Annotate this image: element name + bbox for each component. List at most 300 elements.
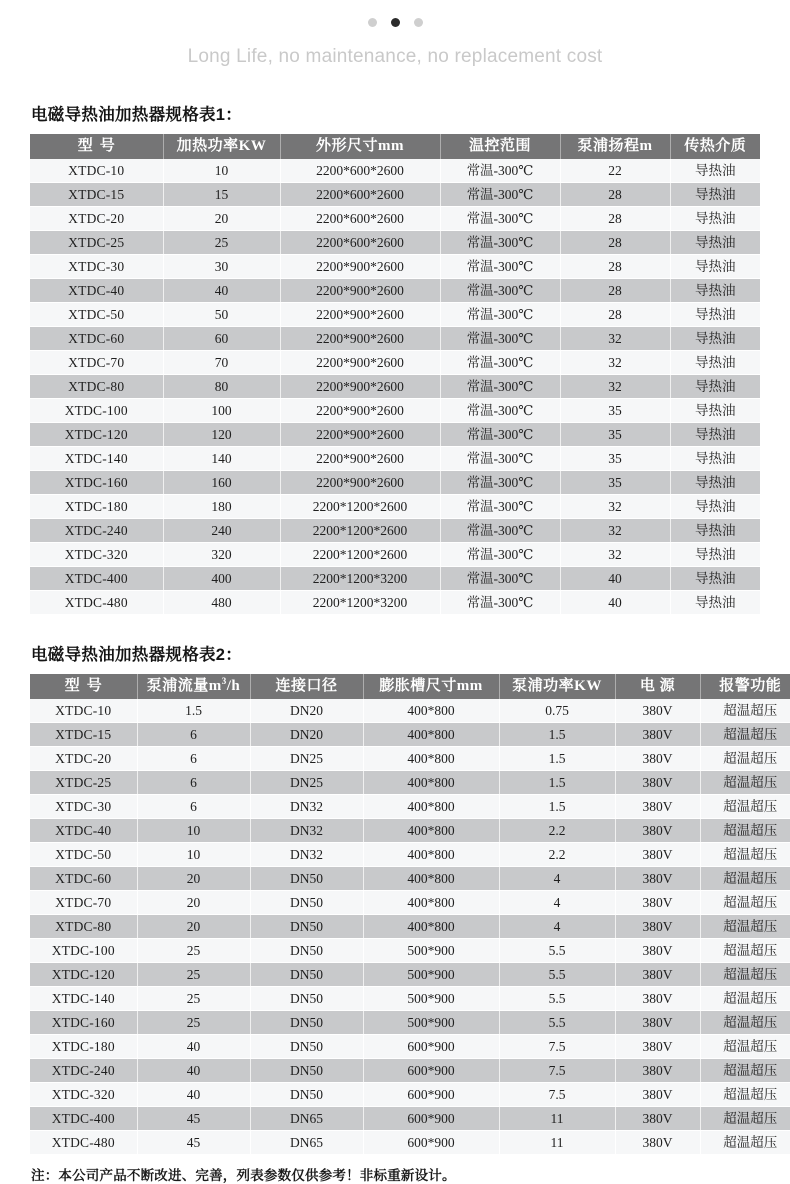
spec-table-2 xyxy=(30,674,790,1155)
table-cell: 380V xyxy=(615,891,700,915)
table-cell: 1.5 xyxy=(499,795,615,819)
cell-model: XTDC-400 xyxy=(30,1107,137,1131)
table-cell: DN65 xyxy=(250,1107,363,1131)
table-cell: 6 xyxy=(137,723,250,747)
table-cell: 35 xyxy=(560,399,670,423)
table-cell: 380V xyxy=(615,963,700,987)
table-cell: 400*800 xyxy=(363,843,499,867)
cell-model: XTDC-10 xyxy=(30,159,163,183)
table-row xyxy=(30,939,790,963)
table-cell: 6 xyxy=(137,747,250,771)
table-cell: 2200*1200*3200 xyxy=(280,591,440,615)
table-cell: 15 xyxy=(163,183,280,207)
table-cell: 0.75 xyxy=(499,699,615,723)
table-body xyxy=(30,159,760,615)
table-cell: 10 xyxy=(137,819,250,843)
table-cell: 2200*900*2600 xyxy=(280,375,440,399)
spec1-header-2: 外形尺寸mm xyxy=(280,134,440,159)
table-row xyxy=(30,399,760,423)
cell-model: XTDC-50 xyxy=(30,303,163,327)
table-row xyxy=(30,867,790,891)
cell-model: XTDC-40 xyxy=(30,279,163,303)
cell-model: XTDC-240 xyxy=(30,519,163,543)
spec2-header-4: 泵浦功率KW xyxy=(499,674,615,699)
table-cell: 1.5 xyxy=(137,699,250,723)
table-cell: 380V xyxy=(615,1059,700,1083)
table-cell: 380V xyxy=(615,795,700,819)
table-cell: 常温-300℃ xyxy=(440,279,560,303)
spec2-header-0: 型号 xyxy=(30,674,137,699)
table-cell: 超温超压 xyxy=(700,1083,790,1107)
table-cell: 7.5 xyxy=(499,1035,615,1059)
spec1-header-0: 型号 xyxy=(30,134,163,159)
cell-model: XTDC-50 xyxy=(30,843,137,867)
table-cell: DN32 xyxy=(250,843,363,867)
table-cell: DN50 xyxy=(250,1083,363,1107)
spec-table-2-title: 电磁导热油加热器规格表2： xyxy=(31,646,243,664)
table-cell: 40 xyxy=(137,1035,250,1059)
table-cell: 20 xyxy=(137,867,250,891)
cell-model: XTDC-80 xyxy=(30,915,137,939)
table-cell: 35 xyxy=(560,471,670,495)
table-row xyxy=(30,843,790,867)
cell-model: XTDC-25 xyxy=(30,231,163,255)
table-row xyxy=(30,207,760,231)
table-cell: 40 xyxy=(560,591,670,615)
table-row xyxy=(30,567,760,591)
spec2-header-5: 电 源 xyxy=(615,674,700,699)
table-cell: DN25 xyxy=(250,747,363,771)
table-cell: 35 xyxy=(560,423,670,447)
table-cell: 32 xyxy=(560,495,670,519)
table-row xyxy=(30,723,790,747)
table-row xyxy=(30,327,760,351)
table-cell: 2200*1200*2600 xyxy=(280,519,440,543)
cell-model: XTDC-140 xyxy=(30,447,163,471)
table-cell: 导热油 xyxy=(670,231,760,255)
table-row xyxy=(30,1011,790,1035)
table-cell: 400 xyxy=(163,567,280,591)
cell-model: XTDC-40 xyxy=(30,819,137,843)
table-cell: DN50 xyxy=(250,1011,363,1035)
table-cell: 40 xyxy=(560,567,670,591)
table-cell: 2200*600*2600 xyxy=(280,231,440,255)
cell-model: XTDC-60 xyxy=(30,327,163,351)
table-cell: 常温-300℃ xyxy=(440,207,560,231)
table-cell: 超温超压 xyxy=(700,915,790,939)
table-cell: 11 xyxy=(499,1107,615,1131)
table-cell: DN32 xyxy=(250,819,363,843)
table-cell: 32 xyxy=(560,375,670,399)
table-cell: 超温超压 xyxy=(700,747,790,771)
table-cell: 240 xyxy=(163,519,280,543)
table-cell: 4 xyxy=(499,891,615,915)
table-row xyxy=(30,159,760,183)
table-cell: 380V xyxy=(615,1035,700,1059)
table-cell: 28 xyxy=(560,207,670,231)
cell-model: XTDC-20 xyxy=(30,207,163,231)
cell-model: XTDC-320 xyxy=(30,543,163,567)
table-cell: 380V xyxy=(615,915,700,939)
table-cell: 超温超压 xyxy=(700,987,790,1011)
table-cell: 导热油 xyxy=(670,351,760,375)
spec2-header-1: 泵浦流量$m^3/h$ xyxy=(137,674,250,699)
table-cell: 28 xyxy=(560,303,670,327)
table-cell: 5.5 xyxy=(499,987,615,1011)
table-cell: 40 xyxy=(137,1083,250,1107)
table-row xyxy=(30,699,790,723)
table-cell: DN50 xyxy=(250,1059,363,1083)
table-cell: 45 xyxy=(137,1107,250,1131)
table-cell: 600*900 xyxy=(363,1083,499,1107)
table-cell: 40 xyxy=(137,1059,250,1083)
table-cell: 常温-300℃ xyxy=(440,423,560,447)
spec1-header-1: 加热功率KW xyxy=(163,134,280,159)
table-cell: 超温超压 xyxy=(700,939,790,963)
table-cell: 400*800 xyxy=(363,771,499,795)
table-header-row xyxy=(30,134,760,159)
table-cell: 32 xyxy=(560,351,670,375)
table-cell: 超温超压 xyxy=(700,1107,790,1131)
table-cell: 380V xyxy=(615,771,700,795)
table-cell: 7.5 xyxy=(499,1083,615,1107)
table-header-row xyxy=(30,674,790,699)
cell-model: XTDC-120 xyxy=(30,963,137,987)
cell-model: XTDC-320 xyxy=(30,1083,137,1107)
table-cell: 超温超压 xyxy=(700,963,790,987)
table-cell: 超温超压 xyxy=(700,1131,790,1155)
table-cell: 5.5 xyxy=(499,963,615,987)
table-cell: 480 xyxy=(163,591,280,615)
table-row xyxy=(30,423,760,447)
table-row xyxy=(30,255,760,279)
table-cell: 导热油 xyxy=(670,327,760,351)
table-cell: 28 xyxy=(560,183,670,207)
table-cell: 1.5 xyxy=(499,771,615,795)
table-cell: 500*900 xyxy=(363,963,499,987)
table-cell: 600*900 xyxy=(363,1107,499,1131)
carousel-dot[interactable] xyxy=(368,18,377,27)
cell-model: XTDC-160 xyxy=(30,1011,137,1035)
cell-model: XTDC-240 xyxy=(30,1059,137,1083)
table-row xyxy=(30,963,790,987)
table-cell: DN20 xyxy=(250,723,363,747)
table-cell: 超温超压 xyxy=(700,723,790,747)
table-cell: 28 xyxy=(560,231,670,255)
spec-table-1 xyxy=(30,134,760,615)
table-cell: 常温-300℃ xyxy=(440,399,560,423)
tagline-text: Long Life, no maintenance, no replacement cost xyxy=(187,46,603,67)
table-cell: 导热油 xyxy=(670,543,760,567)
table-cell: 导热油 xyxy=(670,207,760,231)
table-row xyxy=(30,771,790,795)
table-cell: 6 xyxy=(137,771,250,795)
footnote: 注：本公司产品不断改进、完善，列表参数仅供参考！非标重新设计。 xyxy=(31,1168,456,1183)
table-cell: 380V xyxy=(615,867,700,891)
table-cell: 2.2 xyxy=(499,843,615,867)
table-row xyxy=(30,471,760,495)
cell-model: XTDC-400 xyxy=(30,567,163,591)
table-row xyxy=(30,543,760,567)
table-row xyxy=(30,1059,790,1083)
table-cell: 7.5 xyxy=(499,1059,615,1083)
table-cell: 50 xyxy=(163,303,280,327)
cell-model: XTDC-80 xyxy=(30,375,163,399)
cell-model: XTDC-20 xyxy=(30,747,137,771)
table-cell: 常温-300℃ xyxy=(440,519,560,543)
table-cell: 400*800 xyxy=(363,915,499,939)
table-cell: 常温-300℃ xyxy=(440,375,560,399)
table-cell: 超温超压 xyxy=(700,1035,790,1059)
table-cell: DN25 xyxy=(250,771,363,795)
table-row xyxy=(30,351,760,375)
table-cell: 导热油 xyxy=(670,303,760,327)
table-cell: 380V xyxy=(615,939,700,963)
table-cell: 常温-300℃ xyxy=(440,159,560,183)
table-cell: 22 xyxy=(560,159,670,183)
table-cell: DN50 xyxy=(250,987,363,1011)
table-cell: 4 xyxy=(499,915,615,939)
spec2-header-2: 连接口径 xyxy=(250,674,363,699)
table-cell: 32 xyxy=(560,543,670,567)
spec1-header-3: 温控范围 xyxy=(440,134,560,159)
table-cell: 28 xyxy=(560,279,670,303)
table-cell: 10 xyxy=(163,159,280,183)
table-row xyxy=(30,591,760,615)
table-cell: 400*800 xyxy=(363,819,499,843)
cell-model: XTDC-480 xyxy=(30,1131,137,1155)
table-cell: 2200*900*2600 xyxy=(280,399,440,423)
table-cell: 32 xyxy=(560,519,670,543)
table-cell: DN32 xyxy=(250,795,363,819)
cell-model: XTDC-100 xyxy=(30,939,137,963)
table-cell: 导热油 xyxy=(670,591,760,615)
spec-section-2 xyxy=(0,641,790,1184)
cell-model: XTDC-160 xyxy=(30,471,163,495)
table-cell: 320 xyxy=(163,543,280,567)
carousel-dots xyxy=(0,0,790,44)
table-row xyxy=(30,987,790,1011)
cell-model: XTDC-15 xyxy=(30,723,137,747)
table-row xyxy=(30,1131,790,1155)
table-cell: 2200*600*2600 xyxy=(280,183,440,207)
table-row xyxy=(30,183,760,207)
table-row xyxy=(30,891,790,915)
table-cell: 35 xyxy=(560,447,670,471)
cell-model: XTDC-30 xyxy=(30,255,163,279)
spec-section-1 xyxy=(0,101,790,615)
spec1-header-4: 泵浦扬程m xyxy=(560,134,670,159)
table-cell: 2200*900*2600 xyxy=(280,447,440,471)
table-cell: 常温-300℃ xyxy=(440,543,560,567)
table-cell: 超温超压 xyxy=(700,699,790,723)
table-cell: 380V xyxy=(615,1083,700,1107)
table-cell: 45 xyxy=(137,1131,250,1155)
table-cell: 20 xyxy=(163,207,280,231)
table-cell: DN50 xyxy=(250,1035,363,1059)
table-cell: 11 xyxy=(499,1131,615,1155)
table-row xyxy=(30,819,790,843)
table-cell: 400*800 xyxy=(363,747,499,771)
table-cell: 超温超压 xyxy=(700,891,790,915)
table-cell: 2200*1200*2600 xyxy=(280,543,440,567)
table-cell: 20 xyxy=(137,891,250,915)
table-row xyxy=(30,1083,790,1107)
table-cell: 140 xyxy=(163,447,280,471)
table-cell: 导热油 xyxy=(670,375,760,399)
table-row xyxy=(30,795,790,819)
table-cell: 超温超压 xyxy=(700,843,790,867)
cell-model: XTDC-70 xyxy=(30,891,137,915)
table-cell: 导热油 xyxy=(670,471,760,495)
table-cell: DN50 xyxy=(250,867,363,891)
table-cell: 导热油 xyxy=(670,183,760,207)
table-cell: 2200*900*2600 xyxy=(280,255,440,279)
table-cell: 400*800 xyxy=(363,723,499,747)
table-cell: 常温-300℃ xyxy=(440,351,560,375)
table-cell: 500*900 xyxy=(363,987,499,1011)
table-cell: 160 xyxy=(163,471,280,495)
table-cell: 4 xyxy=(499,867,615,891)
table-cell: 导热油 xyxy=(670,519,760,543)
table-cell: 导热油 xyxy=(670,423,760,447)
table-cell: 导热油 xyxy=(670,255,760,279)
table-row xyxy=(30,519,760,543)
table-row xyxy=(30,375,760,399)
cell-model: XTDC-180 xyxy=(30,1035,137,1059)
table-cell: 180 xyxy=(163,495,280,519)
table-cell: DN50 xyxy=(250,891,363,915)
table-cell: 2200*900*2600 xyxy=(280,471,440,495)
table-row xyxy=(30,279,760,303)
cell-model: XTDC-70 xyxy=(30,351,163,375)
table-cell: 导热油 xyxy=(670,399,760,423)
table-cell: 常温-300℃ xyxy=(440,567,560,591)
table-cell: 导热油 xyxy=(670,159,760,183)
table-cell: 常温-300℃ xyxy=(440,231,560,255)
table-cell: 2200*900*2600 xyxy=(280,303,440,327)
spec1-header-5: 传热介质 xyxy=(670,134,760,159)
table-cell: 导热油 xyxy=(670,279,760,303)
table-cell: 2200*900*2600 xyxy=(280,351,440,375)
table-cell: 380V xyxy=(615,843,700,867)
table-cell: 常温-300℃ xyxy=(440,303,560,327)
table-cell: 380V xyxy=(615,747,700,771)
carousel-dot[interactable] xyxy=(414,18,423,27)
table-cell: 常温-300℃ xyxy=(440,591,560,615)
table-cell: 常温-300℃ xyxy=(440,471,560,495)
table-cell: 400*800 xyxy=(363,699,499,723)
table-cell: 2.2 xyxy=(499,819,615,843)
table-cell: 20 xyxy=(137,915,250,939)
table-cell: 2200*900*2600 xyxy=(280,327,440,351)
table-cell: 120 xyxy=(163,423,280,447)
table-cell: 380V xyxy=(615,1131,700,1155)
table-cell: 2200*900*2600 xyxy=(280,279,440,303)
table-cell: 常温-300℃ xyxy=(440,447,560,471)
table-cell: 导热油 xyxy=(670,567,760,591)
table-cell: 5.5 xyxy=(499,939,615,963)
cell-model: XTDC-15 xyxy=(30,183,163,207)
table-cell: 30 xyxy=(163,255,280,279)
table-cell: 2200*600*2600 xyxy=(280,207,440,231)
table-cell: 2200*600*2600 xyxy=(280,159,440,183)
table-cell: 10 xyxy=(137,843,250,867)
table-cell: 600*900 xyxy=(363,1035,499,1059)
spec-table-1-title: 电磁导热油加热器规格表1： xyxy=(31,106,243,124)
cell-model: XTDC-100 xyxy=(30,399,163,423)
table-cell: 25 xyxy=(163,231,280,255)
cell-model: XTDC-30 xyxy=(30,795,137,819)
table-cell: DN20 xyxy=(250,699,363,723)
table-cell: 5.5 xyxy=(499,1011,615,1035)
table-cell: 600*900 xyxy=(363,1131,499,1155)
table-cell: 2200*900*2600 xyxy=(280,423,440,447)
cell-model: XTDC-10 xyxy=(30,699,137,723)
table-cell: 导热油 xyxy=(670,495,760,519)
table-row xyxy=(30,231,760,255)
table-row xyxy=(30,495,760,519)
table-cell: 25 xyxy=(137,1011,250,1035)
table-cell: 32 xyxy=(560,327,670,351)
table-row xyxy=(30,303,760,327)
table-cell: 380V xyxy=(615,1011,700,1035)
table-cell: DN50 xyxy=(250,939,363,963)
spec2-header-3: 膨胀槽尺寸mm xyxy=(363,674,499,699)
table-cell: 380V xyxy=(615,1107,700,1131)
table-cell: 超温超压 xyxy=(700,819,790,843)
table-cell: 超温超压 xyxy=(700,1059,790,1083)
table-cell: 28 xyxy=(560,255,670,279)
table-cell: 2200*1200*3200 xyxy=(280,567,440,591)
cell-model: XTDC-180 xyxy=(30,495,163,519)
table-body xyxy=(30,699,790,1155)
table-row xyxy=(30,1107,790,1131)
table-cell: 400*800 xyxy=(363,891,499,915)
table-cell: 380V xyxy=(615,987,700,1011)
cell-model: XTDC-140 xyxy=(30,987,137,1011)
table-cell: 25 xyxy=(137,987,250,1011)
table-row xyxy=(30,747,790,771)
table-cell: 400*800 xyxy=(363,867,499,891)
table-cell: 25 xyxy=(137,963,250,987)
cell-model: XTDC-25 xyxy=(30,771,137,795)
table-cell: 超温超压 xyxy=(700,867,790,891)
table-cell: 100 xyxy=(163,399,280,423)
table-cell: 500*900 xyxy=(363,1011,499,1035)
table-cell: 40 xyxy=(163,279,280,303)
cell-model: XTDC-60 xyxy=(30,867,137,891)
table-cell: 6 xyxy=(137,795,250,819)
table-cell: 380V xyxy=(615,723,700,747)
carousel-dot-active[interactable] xyxy=(391,18,400,27)
table-cell: 600*900 xyxy=(363,1059,499,1083)
table-row xyxy=(30,1035,790,1059)
table-cell: 1.5 xyxy=(499,747,615,771)
table-cell: 导热油 xyxy=(670,447,760,471)
table-cell: 1.5 xyxy=(499,723,615,747)
table-cell: 超温超压 xyxy=(700,795,790,819)
table-cell: 常温-300℃ xyxy=(440,255,560,279)
table-cell: 70 xyxy=(163,351,280,375)
table-row xyxy=(30,447,760,471)
table-cell: DN50 xyxy=(250,963,363,987)
table-cell: 超温超压 xyxy=(700,1011,790,1035)
table-cell: 500*900 xyxy=(363,939,499,963)
table-cell: 80 xyxy=(163,375,280,399)
table-cell: 常温-300℃ xyxy=(440,495,560,519)
spec2-header-6: 报警功能 xyxy=(700,674,790,699)
